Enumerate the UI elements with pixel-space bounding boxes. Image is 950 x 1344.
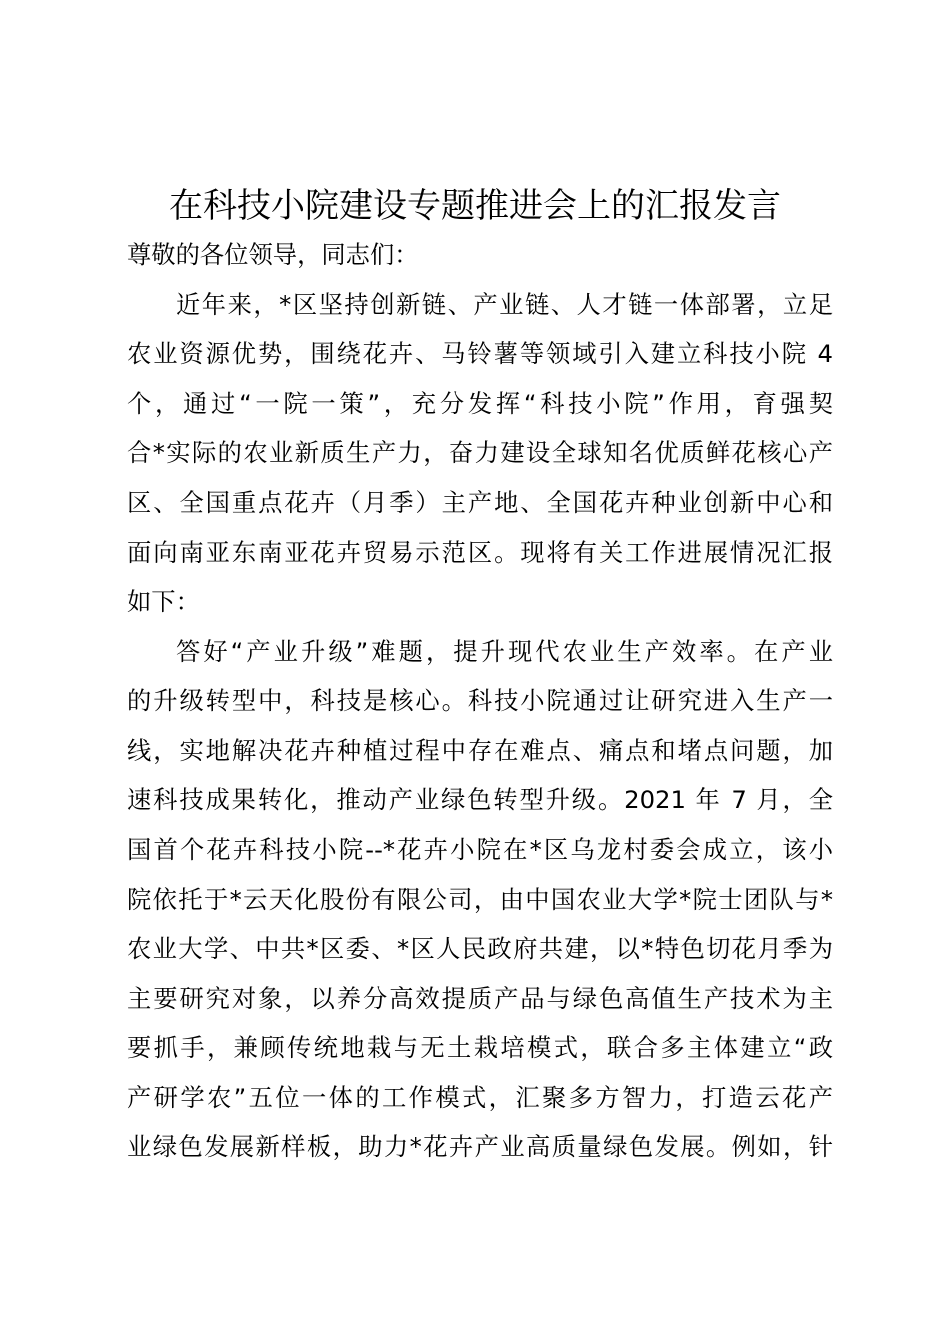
paragraph-1-line-4: 合*实际的农业新质生产力，奋力建设全球知名优质鲜花核心产	[127, 438, 833, 467]
paragraph-2-line-1: 答好“产业升级”难题，提升现代农业生产效率。在产业	[176, 637, 833, 666]
paragraph-2-line-3: 线，实地解决花卉种植过程中存在难点、痛点和堵点问题，加	[127, 736, 833, 765]
salutation: 尊敬的各位领导，同志们：	[127, 240, 419, 269]
paragraph-1-line-2: 农业资源优势，围绕花卉、马铃薯等领域引入建立科技小院 4	[127, 339, 833, 368]
paragraph-1-line-3: 个，通过“一院一策”，充分发挥“科技小院”作用，育强契	[127, 389, 833, 418]
paragraph-1-line-5: 区、全国重点花卉（月季）主产地、全国花卉种业创新中心和	[127, 488, 833, 517]
paragraph-2-line-11: 业绿色发展新样板，助力*花卉产业高质量绿色发展。例如，针	[127, 1132, 833, 1161]
paragraph-2-line-9: 要抓手，兼顾传统地栽与无土栽培模式，联合多主体建立“政	[127, 1033, 833, 1062]
paragraph-2-line-8: 主要研究对象，以养分高效提质产品与绿色高值生产技术为主	[127, 984, 833, 1013]
paragraph-2-line-10: 产研学农”五位一体的工作模式，汇聚多方智力，打造云花产	[127, 1083, 833, 1112]
paragraph-2-line-5: 国首个花卉科技小院--*花卉小院在*区乌龙村委会成立，该小	[127, 835, 833, 864]
paragraph-2-line-4: 速科技成果转化，推动产业绿色转型升级。2021 年 7 月，全	[127, 785, 833, 814]
paragraph-2-line-7: 农业大学、中共*区委、*区人民政府共建，以*特色切花月季为	[127, 934, 833, 963]
paragraph-1-line-6: 面向南亚东南亚花卉贸易示范区。现将有关工作进展情况汇报	[127, 538, 833, 567]
paragraph-2-line-6: 院依托于*云天化股份有限公司，由中国农业大学*院士团队与*	[127, 885, 833, 914]
paragraph-1-line-1: 近年来，*区坚持创新链、产业链、人才链一体部署，立足	[176, 290, 833, 319]
paragraph-1-line-7: 如下：	[127, 587, 200, 616]
paragraph-2-line-2: 的升级转型中，科技是核心。科技小院通过让研究进入生产一	[127, 686, 833, 715]
document-title: 在科技小院建设专题推进会上的汇报发言	[169, 186, 781, 226]
